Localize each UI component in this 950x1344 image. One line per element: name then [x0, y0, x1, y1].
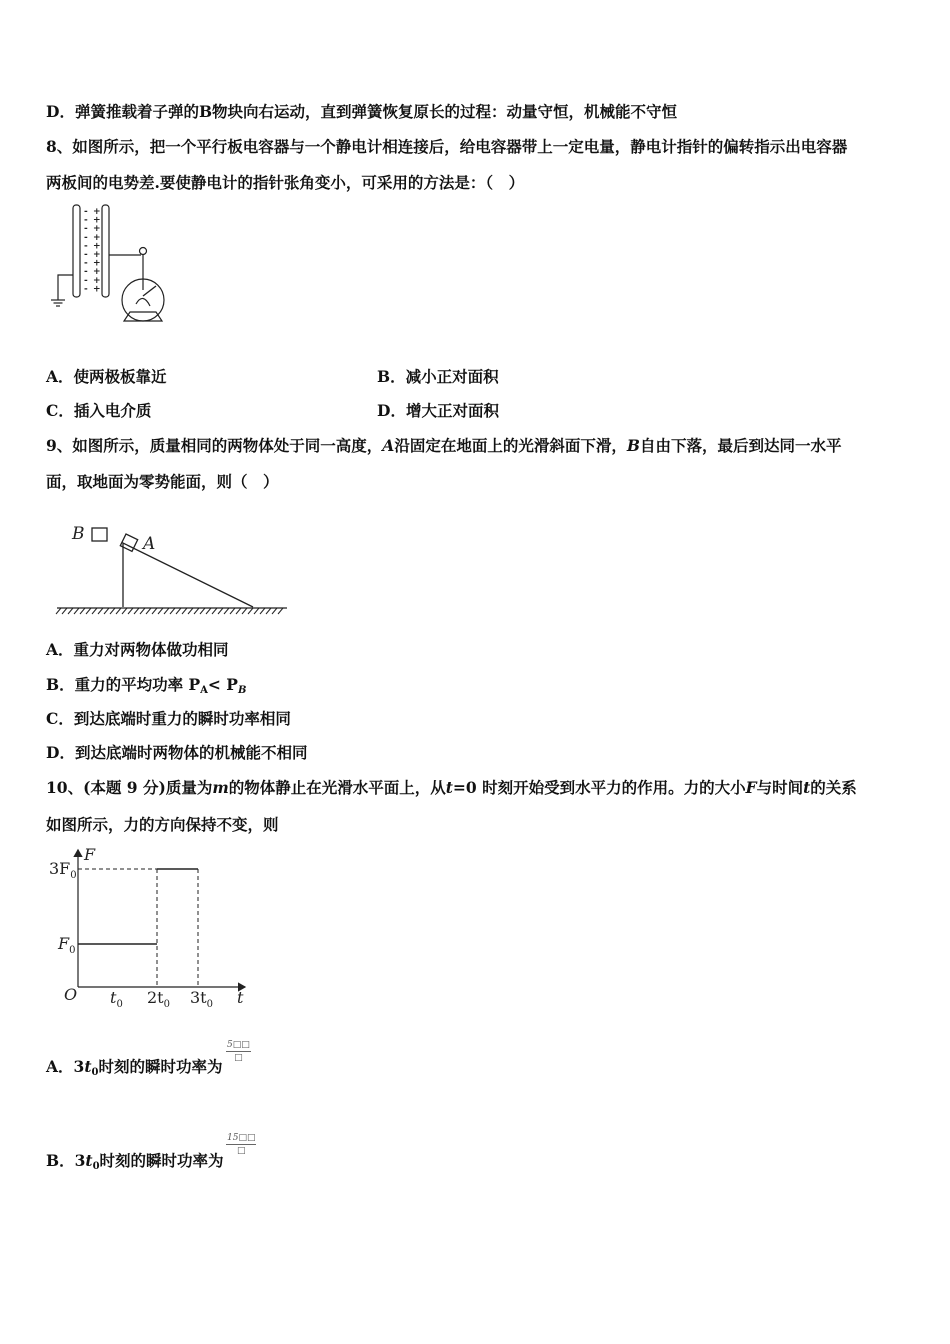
electrometer-knob [140, 248, 147, 255]
plate-plus-sign: + [93, 207, 101, 217]
tick-3f0: $3F_0$ [49, 859, 77, 881]
hatch-mark [188, 608, 193, 614]
force-time-graph [40, 840, 260, 1015]
hatch-mark [92, 608, 97, 614]
electrometer-needle [143, 286, 156, 296]
hatch-mark [224, 608, 229, 614]
q8-option-c[interactable]: C．插入电介质 [46, 401, 152, 420]
plate-plus-sign: + [93, 267, 101, 278]
hatch-mark [260, 608, 265, 614]
hatch-mark [98, 608, 103, 614]
hatch-mark [62, 608, 67, 614]
q8-stem-line1: 8、如图所示，把一个平行板电容器与一个静电计相连接后，给电容器带上一定电量，静电计指针的偏转指示出电容器 [46, 137, 848, 156]
q10-stem-line2: 如图所示，力的方向保持不变，则 [46, 815, 279, 834]
hatch-mark [164, 608, 169, 614]
hatch-mark [152, 608, 157, 614]
plate-plus-sign: + [93, 241, 101, 252]
hatch-mark [230, 608, 235, 614]
hatch-mark [128, 608, 133, 614]
plate-minus-sign: - [84, 232, 88, 243]
plate-plus-sign: + [93, 224, 101, 235]
ground-hatching [56, 608, 283, 614]
q9-stem-line2: 面，取地面为零势能面，则（ ） [46, 472, 279, 491]
tick-t0: $t_0$ [110, 988, 123, 1010]
capacitor-right-plate [102, 205, 109, 297]
ground-wire [58, 275, 73, 300]
plate-minus-sign: - [84, 250, 88, 260]
y-axis-label: F [84, 845, 96, 864]
q9-option-a[interactable]: A．重力对两物体做功相同 [46, 640, 229, 659]
origin-label: O [64, 985, 78, 1004]
hatch-mark [146, 608, 151, 614]
hatch-mark [158, 608, 163, 614]
hatch-mark [248, 608, 253, 614]
q10-option-a-formula: 5□□ □ [227, 1040, 250, 1063]
hatch-mark [68, 608, 73, 614]
box-b [92, 528, 107, 541]
plate-plus-sign: + [93, 284, 101, 295]
hatch-mark [116, 608, 121, 614]
hatch-mark [206, 608, 211, 614]
plate-plus-sign: + [93, 215, 101, 226]
hatch-mark [110, 608, 115, 614]
plate-minus-sign: - [84, 207, 88, 217]
hatch-mark [134, 608, 139, 614]
capacitor-left-plate [73, 205, 80, 297]
plate-minus-sign: - [84, 241, 88, 252]
hatch-mark [254, 608, 259, 614]
plate-minus-sign: - [84, 267, 88, 278]
tick-3t0: $3t_0$ [190, 988, 213, 1010]
label-a: A [143, 534, 156, 554]
q7-option-d: D．弹簧推载着子弹的B物块向右运动，直到弹簧恢复原长的过程：动量守恒，机械能不守恒 [46, 102, 678, 121]
plate-minus-sign: - [84, 258, 88, 269]
q9-option-d[interactable]: D．到达底端时两物体的机械能不相同 [46, 743, 308, 762]
plate-plus-sign: + [93, 258, 101, 269]
incline-figure [55, 515, 290, 620]
hatch-mark [80, 608, 85, 614]
plate-plus-sign: + [93, 275, 101, 286]
q8-option-b[interactable]: B．减小正对面积 [377, 367, 499, 386]
hatch-mark [218, 608, 223, 614]
hatch-mark [74, 608, 79, 614]
hatch-mark [140, 608, 145, 614]
hatch-mark [104, 608, 109, 614]
q10-option-b-formula: 15□□ □ [227, 1133, 256, 1156]
hatch-mark [272, 608, 277, 614]
hatch-mark [278, 608, 283, 614]
q10-option-b[interactable]: B．$3t_0$时刻的瞬时功率为 [46, 1151, 224, 1172]
hatch-mark [194, 608, 199, 614]
q9-option-c[interactable]: C．到达底端时重力的瞬时功率相同 [46, 709, 291, 728]
hatch-mark [170, 608, 175, 614]
hatch-mark [236, 608, 241, 614]
q8-option-a[interactable]: A．使两极板靠近 [46, 367, 167, 386]
q8-option-d[interactable]: D．增大正对面积 [377, 401, 499, 420]
hatch-mark [86, 608, 91, 614]
hatch-mark [176, 608, 181, 614]
q10-stem-line1: 10、(本题 9 分)质量为m的物体静止在光滑水平面上，从t=0 时刻开始受到水平力的作用。力的大小F与时间t的关系 [46, 778, 857, 797]
q9-option-b[interactable]: B．重力的平均功率 $P_A< P_B$ [46, 675, 247, 696]
hatch-mark [212, 608, 217, 614]
plate-minus-sign: - [84, 215, 88, 226]
plate-minus-sign: - [84, 224, 88, 235]
tick-2t0: $2t_0$ [147, 988, 170, 1010]
hatch-mark [122, 608, 127, 614]
plate-minus-sign: - [84, 284, 88, 295]
plate-plus-sign: + [93, 250, 101, 260]
hatch-mark [200, 608, 205, 614]
plate-plus-sign: + [93, 232, 101, 243]
hatch-mark [182, 608, 187, 614]
x-axis-label: t [237, 988, 244, 1007]
tick-f0: $F_0$ [58, 934, 76, 956]
q10-option-a[interactable]: A．$3t_0$时刻的瞬时功率为 [46, 1057, 223, 1078]
q8-stem-line2: 两板间的电势差.要使静电计的指针张角变小，可采用的方法是：（ ） [46, 173, 525, 192]
plate-minus-sign: - [84, 275, 88, 286]
capacitor-electrometer-figure [46, 200, 176, 335]
electrometer-scale [136, 298, 150, 306]
hatch-mark [242, 608, 247, 614]
hatch-mark [266, 608, 271, 614]
q9-stem-line1: 9、如图所示，质量相同的两物体处于同一高度，A沿固定在地面上的光滑斜面下滑，B自由下落，最后到达同一水平 [46, 436, 842, 455]
label-b: B [72, 524, 85, 544]
hatch-mark [56, 608, 61, 614]
